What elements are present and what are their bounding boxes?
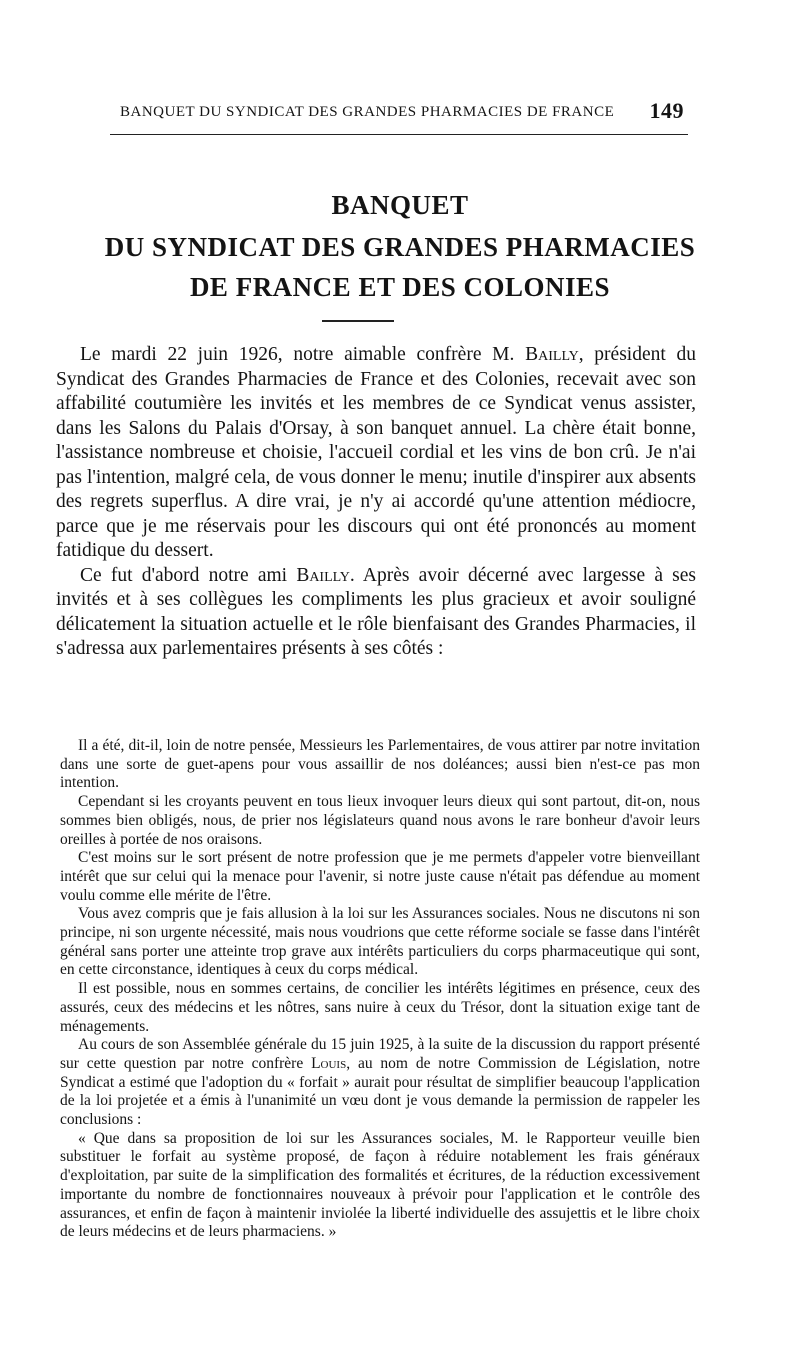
title-divider (322, 320, 394, 322)
quote-paragraph-6-text-b: , au nom de notre Commission de Législation, notre Syndicat a estimé que l'adoption du « forfait » aurait pour résultat de simplifier beaucoup l'application de la loi projetée et a émis à l'unanimité un vœu dont je vous demande la permission de rappeler les conclusions : (60, 1054, 700, 1129)
paragraph-speech-intro (56, 564, 696, 662)
person-name-bailly: Bailly (525, 344, 579, 365)
quote-paragraph-2: Cependant si les croyants peuvent en tous lieux invoquer leurs dieux qui sont partout, dit-on, nous sommes bien obligés, nous, de prier nos législateurs quand nous avons le rare bonheur d'avoir leurs oreilles à portée de nos oraisons. (60, 793, 700, 848)
article-title-line-3: DE FRANCE ET DES COLONIES (189, 272, 611, 302)
quote-paragraph-4: Vous avez compris que je fais allusion à la loi sur les Assurances sociales. Nous ne discutons ni son principe, ni son urgente nécessité, mais nous voudrions que cette réforme sociale se fasse dans l'intérêt général sans porter une atteinte trop grave aux intérêts particuliers du corps pharmaceutique qui sont, en cette circonstance, identiques à ceux du corps médical. (60, 905, 700, 979)
paragraph-intro-text-a: Le mardi 22 juin 1926, notre aimable confrère M. (80, 344, 515, 365)
speech-quote (60, 737, 700, 1242)
article-title-line-2: DU SYNDICAT DES GRANDES PHARMACIES (104, 232, 696, 262)
paragraph-intro (56, 343, 696, 564)
quote-paragraph-3: C'est moins sur le sort présent de notre profession que je me permets d'appeler votre bienveillant intérêt que sur celui qui la menace pour l'avenir, si notre juste cause n'était pas défendue au moment voulu comme elle mérite de l'être. (60, 849, 700, 904)
person-name-bailly-2: Bailly (296, 564, 350, 586)
paragraph-speech-text-a: Ce fut d'abord notre ami (80, 564, 288, 586)
running-head (110, 98, 700, 128)
article-body (56, 343, 696, 662)
header-divider (110, 134, 688, 135)
paragraph-intro-text-b: , président du Syndicat des Grandes Pharmacies de France et des Colonies, recevait avec son affabilité coutumière les invités et les membres de ce Syndicat venus assister, dans les Salons du Palais d'Orsay, à son banquet annuel. La chère était bonne, l'assistance nombreuse et choisie, l'accueil cordial et les vins de bon crû. Je n'ai pas l'intention, malgré cela, de vous donner le menu; inutile d'inspirer aux absents des regrets superflus. A dire vrai, je n'y ai accordé qu'une attention médiocre, parce que je me réservais pour les discours qui ont été prononcés au moment fatidique du dessert. (56, 344, 696, 561)
quote-paragraph-5: Il est possible, nous en sommes certains, de concilier les intérêts légitimes en présence, ceux des assurés, ceux des médecins et les nôtres, sans nuire à ceux du Trésor, dont la situation exige tant de ménagements. (60, 980, 700, 1035)
article-title-line-1: BANQUET (331, 190, 469, 220)
quote-paragraph-6 (60, 1036, 700, 1130)
quote-paragraph-1: Il a été, dit-il, loin de notre pensée, Messieurs les Parlementaires, de vous attirer par notre invitation dans une sorte de guet-apens pour vous assaillir de nos doléances; aussi bien n'est-ce pas mon intention. (60, 737, 700, 792)
paragraph-speech-text-b: . Après avoir décerné avec largesse à ses invités et à ses collègues les compliments les plus gracieux et avoir souligné délicatement la situation actuelle et le rôle bienfaisant des Grandes Pharmacies, il s'adressa aux parlementaires présents à ses côtés : (56, 564, 697, 659)
running-head-title: BANQUET DU SYNDICAT DES GRANDES PHARMACIES DE FRANCE (120, 104, 615, 120)
quote-paragraph-6-text-a: Au cours de son Assemblée générale du 15 juin 1925, à la suite de la discussion du rapport présenté sur cette question par notre confrère (60, 1036, 700, 1072)
quote-paragraph-7: « Que dans sa proposition de loi sur les Assurances sociales, M. le Rapporteur veuille bien substituer le forfait au système proposé, de façon à réduire notablement les frais généraux d'exploitation, par suite de la simplification des formalités et écritures, de la réduction excessivement importante du nombre de fonctionnaires nouveaux à prévoir pour l'application et le contrôle des assurances, et enfin de façon à maintenir inviolée la liberté individuelle des assujettis et le libre choix de leurs médecins et de leurs pharmaciens. » (60, 1129, 700, 1241)
page-number: 149 (649, 98, 684, 123)
person-name-louis: Louis (311, 1054, 347, 1072)
